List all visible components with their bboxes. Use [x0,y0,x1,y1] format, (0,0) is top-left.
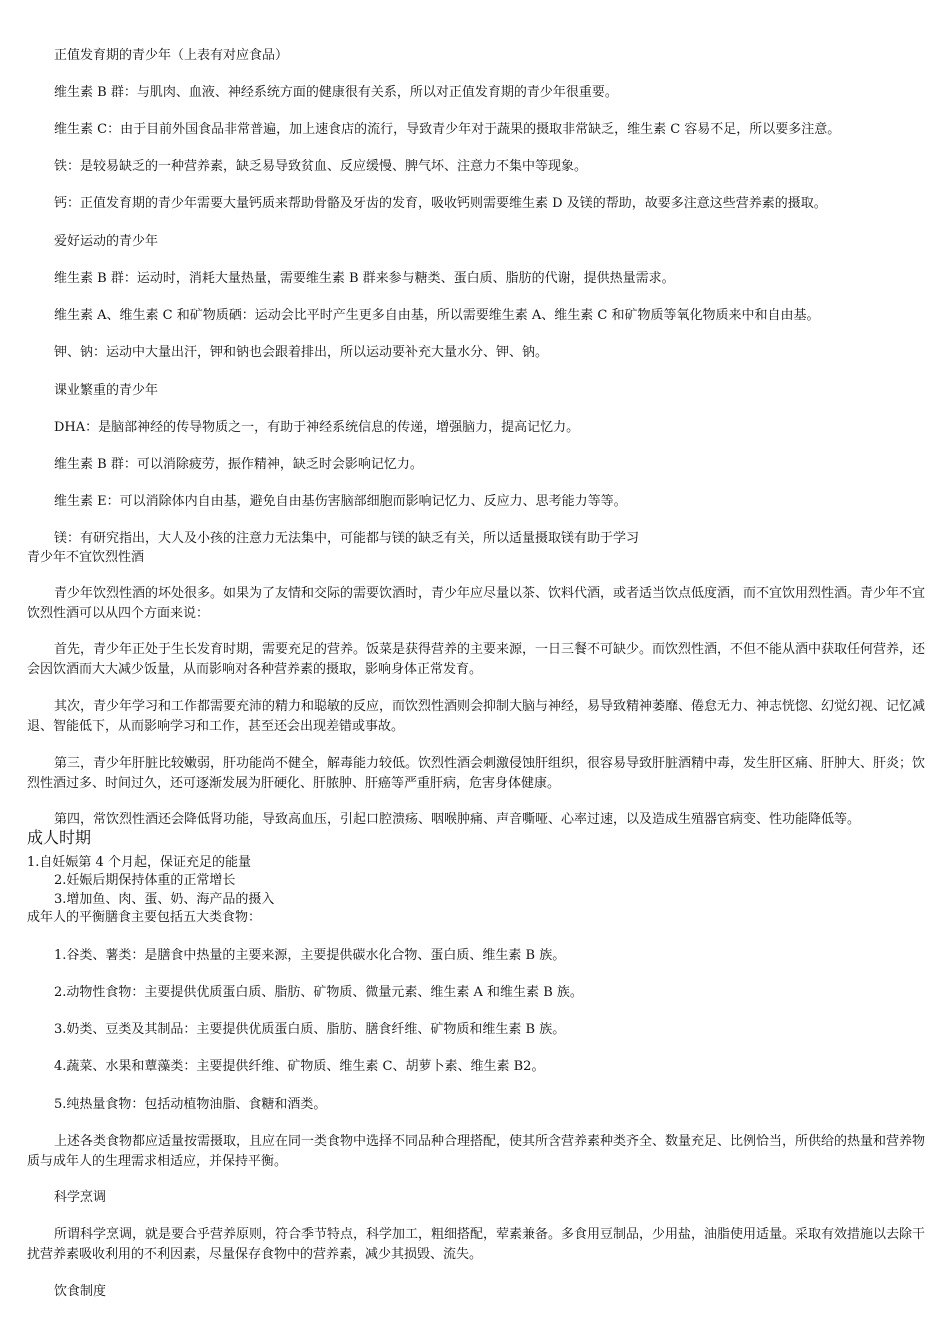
meal-system-title: 饮食制度 [54,1284,107,1299]
pregnancy-list-item: 1.自妊娠第 4 个月起，保证充足的能量 [27,855,251,870]
section-title-teen-study: 课业繁重的青少年 [54,383,159,398]
nutrient-item: 钙：正值发育期的青少年需要大量钙质来帮助骨骼及牙齿的发育，吸收钙则需要维生素 D 及镁的帮助，故要多注意这些营养素的摄取。 [54,196,827,211]
nutrient-item: 维生素 B 群：运动时，消耗大量热量，需要维生素 B 群来参与糖类、蛋白质、脂肪的代谢，提供热量需求。 [54,271,675,286]
food-group-item: 4.蔬菜、水果和蕈藻类：主要提供纤维、矿物质、维生素 C、胡萝卜素、维生素 B2。 [54,1059,545,1074]
nutrient-item: 维生素 E：可以消除体内自由基，避免自由基伤害脑部细胞而影响记忆力、反应力、思考能力等等。 [54,494,627,509]
cooking-paragraph: 所谓科学烹调，就是要合乎营养原则，符合季节特点，科学加工，粗细搭配，荤素兼备。多食用豆制品，少用盐，油脂使用适量。采取有效措施以去除干扰营养素吸收利用的不利因素，尽量保存食物中的营养素，减少其损毁、流失。 [27,1227,926,1262]
nutrient-item: 维生素 C：由于目前外国食品非常普遍，加上速食店的流行，导致青少年对于蔬果的摄取非常缺乏，维生素 C 容易不足，所以要多注意。 [54,122,841,137]
cooking-title: 科学烹调 [54,1190,107,1205]
food-group-item: 2.动物性食物：主要提供优质蛋白质、脂肪、矿物质、微量元素、维生素 A 和维生素 B 族。 [54,985,583,1000]
nutrient-item: 钾、钠：运动中大量出汗，钾和钠也会跟着排出，所以运动要补充大量水分、钾、钠。 [54,345,549,360]
food-group-item: 1.谷类、薯类：是膳食中热量的主要来源，主要提供碳水化合物、蛋白质、维生素 B 族。 [54,948,566,963]
nutrient-item: 铁：是较易缺乏的一种营养素，缺乏易导致贫血、反应缓慢、脾气坏、注意力不集中等现象。 [54,159,588,174]
diet-summary: 上述各类食物都应适量按需摄取，且应在同一类食物中选择不同品种合理搭配，使其所含营养素种类齐全、数量充足、比例恰当，所供给的热量和营养物质与成年人的生理需求相适应，并保持平衡。 [27,1134,926,1169]
alcohol-paragraph: 青少年饮烈性酒的坏处很多。如果为了友情和交际的需要饮酒时，青少年应尽量以茶、饮料代酒，或者适当饮点低度酒，而不宜饮用烈性酒。青少年不宜饮烈性酒可以从四个方面来说： [27,586,926,621]
pregnancy-list-item: 2.妊娠后期保持体重的正常增长 [54,873,236,888]
nutrient-item: 维生素 A、维生素 C 和矿物质硒：运动会比平时产生更多自由基，所以需要维生素 A、维生素 C 和矿物质等氧化物质来中和自由基。 [54,308,820,323]
nutrient-item: 镁：有研究指出，大人及小孩的注意力无法集中，可能都与镁的缺乏有关，所以适量摄取镁有助于学习 [54,531,640,546]
pregnancy-list-item: 3.增加鱼、肉、蛋、奶、海产品的摄入 [54,892,275,907]
section-title-alcohol: 青少年不宜饮烈性酒 [27,550,145,565]
alcohol-paragraph: 其次，青少年学习和工作都需要充沛的精力和聪敏的反应，而饮烈性酒则会抑制大脑与神经，易导致精神萎靡、倦怠无力、神志恍惚、幻觉幻视、记忆减退、智能低下，从而影响学习和工作，甚至还会出现差错或事故。 [27,699,926,734]
food-group-item: 5.纯热量食物：包括动植物油脂、食糖和酒类。 [54,1097,327,1112]
section-title-teen-growth: 正值发育期的青少年（上表有对应食品） [54,48,289,63]
food-group-item: 3.奶类、豆类及其制品：主要提供优质蛋白质、脂肪、膳食纤维、矿物质和维生素 B 族。 [54,1022,566,1037]
section-title-adult: 成人时期 [27,828,92,847]
diet-intro: 成年人的平衡膳食主要包括五大类食物： [27,910,262,925]
alcohol-paragraph: 第四，常饮烈性酒还会降低肾功能，导致高血压，引起口腔溃疡、咽喉肿痛、声音嘶哑、心率过速，以及造成生殖器官病变、性功能降低等。 [54,812,861,827]
nutrient-item: 维生素 B 群：与肌肉、血液、神经系统方面的健康很有关系，所以对正值发育期的青少年很重要。 [54,85,618,100]
alcohol-paragraph: 首先，青少年正处于生长发育时期，需要充足的营养。饭菜是获得营养的主要来源，一日三餐不可缺少。而饮烈性酒，不但不能从酒中获取任何营养，还会因饮酒而大大减少饭量，从而影响对各种营养素的摄取，影响身体正常发育。 [27,642,926,677]
alcohol-paragraph: 第三，青少年肝脏比较嫩弱，肝功能尚不健全，解毒能力较低。饮烈性酒会刺激侵蚀肝组织，很容易导致肝脏酒精中毒，发生肝区痛、肝肿大、肝炎；饮烈性酒过多、时间过久，还可逐渐发展为肝硬化、肝脓肿、肝癌等严重肝病，危害身体健康。 [27,756,926,791]
section-title-teen-sports: 爱好运动的青少年 [54,234,159,249]
nutrient-item: 维生素 B 群：可以消除疲劳，振作精神，缺乏时会影响记忆力。 [54,457,423,472]
nutrient-item: DHA：是脑部神经的传导物质之一，有助于神经系统信息的传递，增强脑力，提高记忆力。 [54,420,580,435]
